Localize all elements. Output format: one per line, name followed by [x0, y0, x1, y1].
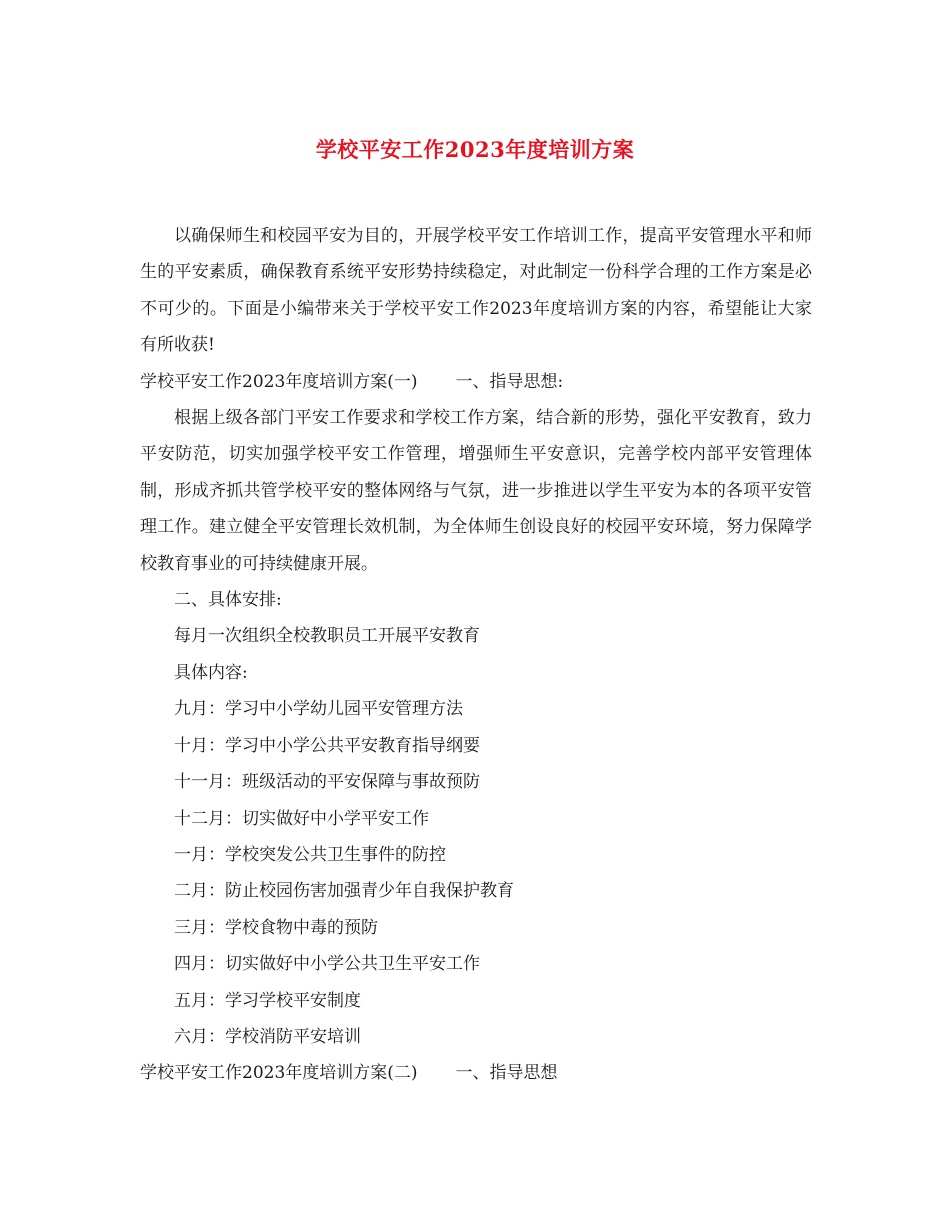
month-item: 二月：防止校园伤害加强青少年自我保护教育: [174, 881, 514, 902]
arrangement-heading: 二、具体安排:: [174, 590, 282, 611]
document-body: [140, 218, 812, 1092]
month-item: 九月：学习中小学幼儿园平安管理方法: [174, 699, 463, 720]
content-label: 具体内容:: [174, 662, 248, 683]
monthly-line: 每月一次组织全校教职员工开展平安教育: [174, 626, 480, 647]
guiding-paragraph: 根据上级各部门平安工作要求和学校工作方案，结合新的形势，强化平安教育，致力平安防范，切实加强学校平安工作管理，增强师生平安意识，完善学校内部平安管理体制，形成齐抓共管学校平安的整体网络与气氛，进一步推进以学生平安为本的各项平安管理工作。建立健全平安管理长效机制，为全体师生创设良好的校园平安环境，努力保障学校教育事业的可持续健康开展。: [140, 408, 812, 574]
month-item: 十月：学习中小学公共平安教育指导纲要: [174, 735, 480, 756]
month-item: 十二月：切实做好中小学平安工作: [174, 808, 429, 829]
month-item: 三月：学校食物中毒的预防: [174, 917, 378, 938]
month-item: 四月：切实做好中小学公共卫生平安工作: [174, 954, 480, 975]
section1-heading: 学校平安工作2023年度培训方案(一): [140, 371, 418, 392]
section1-first-point: 一、指导思想:: [455, 371, 564, 392]
section2-heading: 学校平安工作2023年度培训方案(二): [140, 1063, 418, 1084]
month-item: 六月：学校消防平安培训: [174, 1026, 361, 1047]
month-item: 五月：学习学校平安制度: [174, 990, 361, 1011]
section2-heading-line: [140, 1055, 812, 1091]
intro-paragraph: 以确保师生和校园平安为目的，开展学校平安工作培训工作，提高平安管理水平和师生的平安素质，确保教育系统平安形势持续稳定，对此制定一份科学合理的工作方案是必不可少的。下面是小编带来关于学校平安工作2023年度培训方案的内容，希望能让大家有所收获!: [140, 226, 812, 356]
section2-first-point: 一、指导思想: [455, 1063, 558, 1084]
month-item: 十一月：班级活动的平安保障与事故预防: [174, 772, 480, 793]
section1-heading-line: [140, 364, 812, 400]
month-item: 一月：学校突发公共卫生事件的防控: [174, 844, 446, 865]
document-title: 学校平安工作2023年度培训方案: [315, 137, 635, 162]
